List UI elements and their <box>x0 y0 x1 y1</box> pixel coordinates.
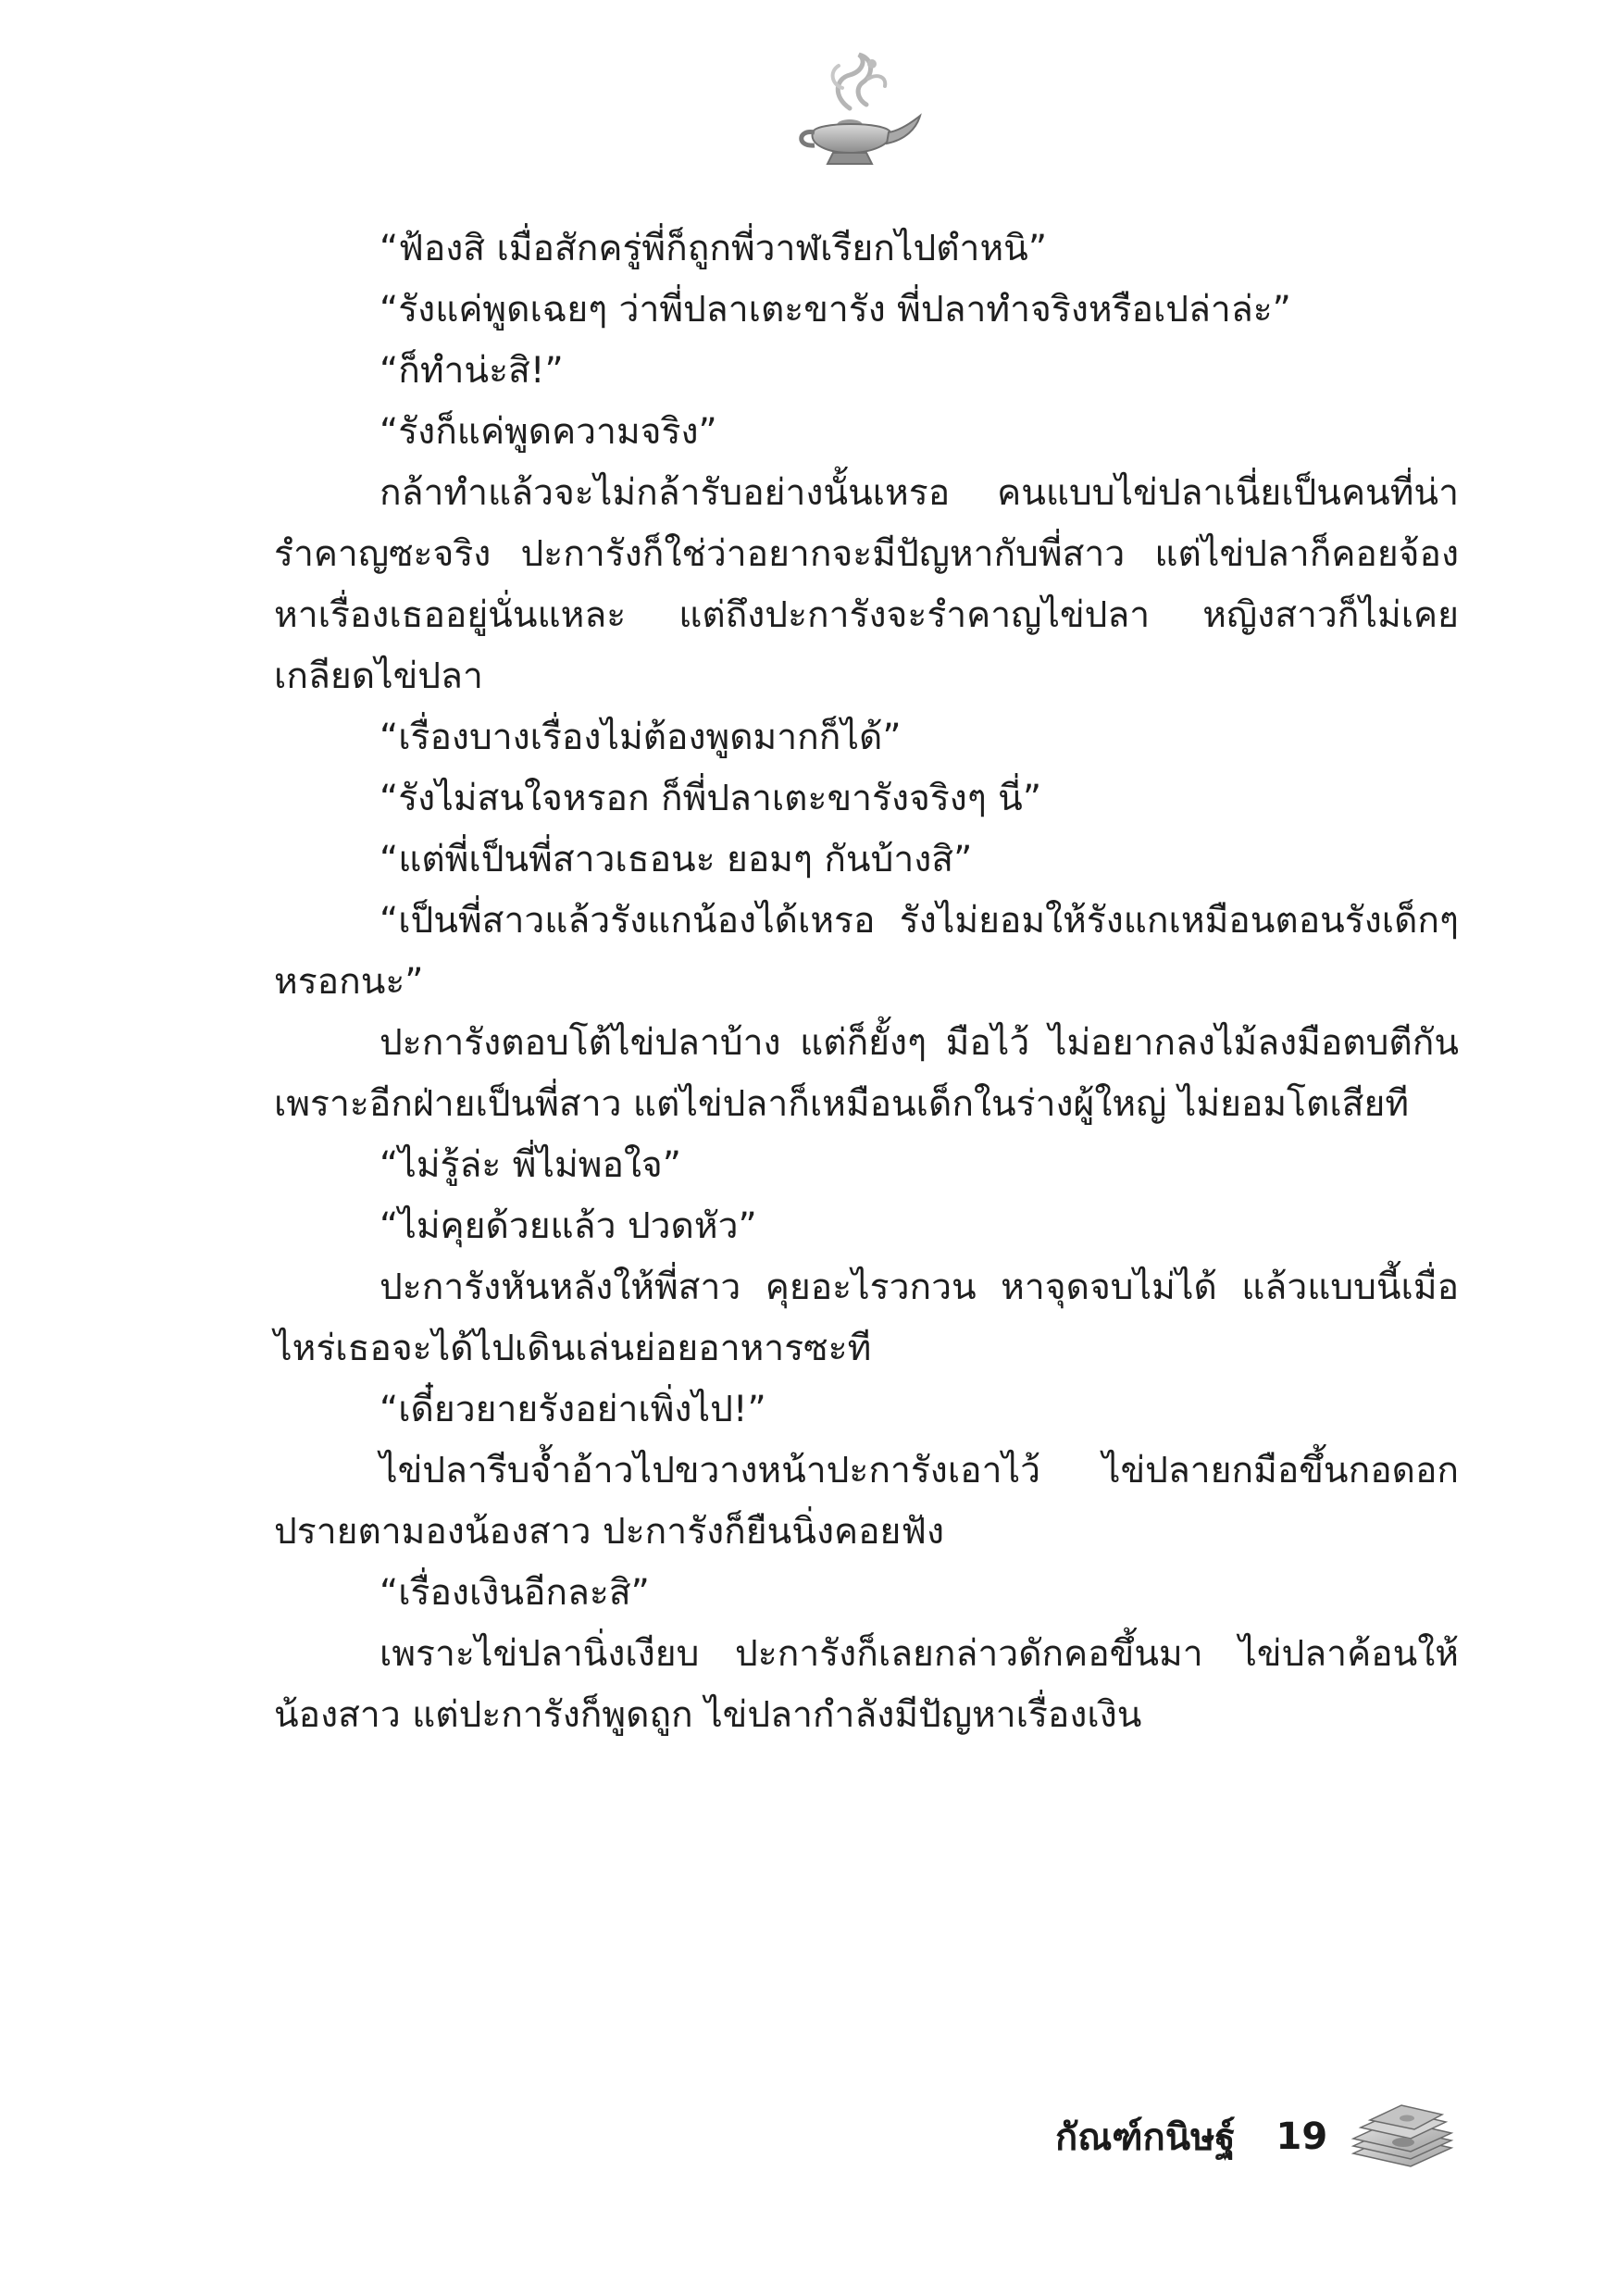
paragraph: เพราะไข่ปลานิ่งเงียบ ปะการังก็เลยกล่าวดักคอขึ้นมา ไข่ปลาค้อนให้น้องสาว แต่ปะการังก็พูดถูก ไข่ปลากำลังมีปัญหาเรื่องเงิน <box>274 1633 1459 1736</box>
paragraph: “เรื่องเงินอีกละสิ” <box>380 1572 650 1614</box>
paragraph: “ฟ้องสิ เมื่อสักครู่พี่ก็ถูกพี่วาฬเรียกไปตำหนิ” <box>380 228 1048 269</box>
paragraph: “เป็นพี่สาวแล้วรังแกน้องได้เหรอ รังไม่ยอมให้รังแกเหมือนตอนรังเด็กๆ หรอกนะ” <box>274 900 1459 1003</box>
paragraph: ปะการังตอบโต้ไข่ปลาบ้าง แต่ก็ยั้งๆ มือไว้ ไม่อยากลงไม้ลงมือตบตีกันเพราะอีกฝ่ายเป็นพี่สาว แต่ไข่ปลาก็เหมือนเด็กในร่างผู้ใหญ่ ไม่ยอมโตเสียที <box>274 1022 1459 1125</box>
paragraph: “แต่พี่เป็นพี่สาวเธอนะ ยอมๆ กันบ้างสิ” <box>380 839 973 880</box>
paragraph: ไข่ปลารีบจ้ำอ้าวไปขวางหน้าปะการังเอาไว้ ไข่ปลายกมือขึ้นกอดอกปรายตามองน้องสาว ปะการังก็ยืนนิ่งคอยฟัง <box>274 1450 1459 1553</box>
paragraph: “เรื่องบางเรื่องไม่ต้องพูดมากก็ได้” <box>380 717 902 758</box>
paragraph: “ไม่คุยด้วยแล้ว ปวดหัว” <box>380 1205 757 1247</box>
paragraph: ปะการังหันหลังให้พี่สาว คุยอะไรวกวน หาจุดจบไม่ได้ แล้วแบบนี้เมื่อไหร่เธอจะได้ไปเดินเล่นย่อยอาหารซะที <box>274 1267 1459 1369</box>
page-number: 19 <box>1276 2115 1328 2158</box>
book-title: กัณฑ์กนิษฐ์ <box>1055 2116 1236 2159</box>
money-stack-icon <box>1346 2100 1457 2174</box>
paragraph: “รังไม่สนใจหรอก ก็พี่ปลาเตะขารังจริงๆ นี่” <box>380 778 1042 819</box>
paragraph: กล้าทำแล้วจะไม่กล้ารับอย่างนั้นเหรอ คนแบบไข่ปลาเนี่ยเป็นคนที่น่ารำคาญซะจริง ปะการังก็ใช่ว่าอยากจะมีปัญหากับพี่สาว แต่ไข่ปลาก็คอยจ้องหาเรื่องเธออยู่นั่นแหละ แต่ถึงปะการังจะรำคาญไข่ปลา หญิงสาวก็ไม่เคยเกลียดไข่ปลา <box>274 472 1459 697</box>
page-footer <box>1055 2100 1457 2174</box>
paragraph: “ก็ทำน่ะสิ!” <box>380 350 564 392</box>
genie-lamp-icon <box>778 51 926 171</box>
paragraph: “ไม่รู้ล่ะ พี่ไม่พอใจ” <box>380 1144 681 1186</box>
paragraph: “รังก็แค่พูดความจริง” <box>380 411 717 453</box>
paragraph: “เดี๋ยวยายรังอย่าเพิ่งไป!” <box>380 1389 766 1430</box>
story-text <box>274 218 1459 1746</box>
paragraph: “รังแค่พูดเฉยๆ ว่าพี่ปลาเตะขารัง พี่ปลาทำจริงหรือเปล่าล่ะ” <box>380 289 1291 331</box>
